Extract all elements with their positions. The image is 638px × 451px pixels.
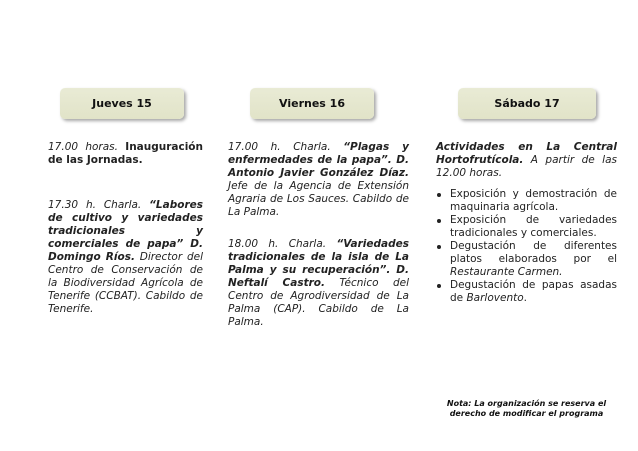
list-item-tail: .	[523, 292, 527, 304]
viernes-event-2	[228, 238, 409, 329]
sabado-column	[436, 141, 617, 305]
organization-note: Nota: La organización se reserva el derecho de modificar el programa	[446, 399, 607, 418]
event-details: Director del Centro de Conservación de la Biodiversidad Agrícola de Tenerife (CCBAT). Cabildo de Tenerife.	[48, 251, 203, 315]
event-details: Jefe de la Agencia de Extensión Agraria de Los Sauces. Cabildo de La Palma.	[228, 180, 409, 218]
event-time: 18.00 h. Charla.	[228, 238, 337, 250]
list-item-text: Degustación de papas asadas de	[450, 279, 617, 304]
tab-jueves-label: Jueves 15	[92, 97, 152, 110]
event-time: 17.00 h. Charla.	[228, 141, 344, 153]
tab-sabado-label: Sábado 17	[494, 97, 560, 110]
jueves-column	[48, 141, 203, 335]
event-title: “Variedades tradicionales de la isla de La Palma y su recuperación”. D. Neftalí Castro.	[228, 238, 409, 289]
event-time: 17.00 horas.	[48, 141, 126, 153]
event-details: A partir de las 12.00 horas.	[436, 154, 617, 179]
list-item-emphasis: Restaurante Carmen.	[450, 266, 563, 278]
bullet-icon	[437, 219, 441, 223]
activity-list	[436, 188, 617, 305]
list-item	[436, 240, 617, 279]
jueves-event-2	[48, 199, 203, 316]
list-item	[436, 279, 617, 305]
bullet-icon	[437, 193, 441, 197]
event-time: 17.30 h. Charla.	[48, 199, 150, 211]
sabado-intro	[436, 141, 617, 180]
list-item-text: Exposición y demostración de maquinaria agrícola.	[450, 188, 617, 213]
tab-viernes	[250, 88, 374, 119]
tab-viernes-label: Viernes 16	[279, 97, 345, 110]
bullet-icon	[437, 245, 441, 249]
event-title: Actividades en La Central Hortofrutícola.	[436, 141, 617, 166]
tab-sabado	[458, 88, 596, 119]
event-details: Técnico del Centro de Agrodiversidad de La Palma (CAP). Cabildo de La Palma.	[228, 277, 409, 328]
event-title: “Labores de cultivo y variedades tradicionales y comerciales de papa” D. Domingo Ríos.	[48, 199, 203, 263]
list-item-text: Degustación de diferentes platos elaborados por el	[450, 240, 617, 265]
jueves-event-1	[48, 141, 203, 167]
bullet-icon	[437, 284, 441, 288]
viernes-column	[228, 141, 409, 348]
list-item-emphasis: Barlovento	[466, 292, 524, 304]
event-title: Inauguración de las Jornadas.	[48, 141, 203, 166]
list-item	[436, 214, 617, 240]
event-title: “Plagas y enfermedades de la papa”. D. Antonio Javier González Díaz.	[228, 141, 409, 179]
list-item	[436, 188, 617, 214]
tab-jueves	[60, 88, 184, 119]
list-item-text: Exposición de variedades tradicionales y comerciales.	[450, 214, 617, 239]
viernes-event-1	[228, 141, 409, 219]
